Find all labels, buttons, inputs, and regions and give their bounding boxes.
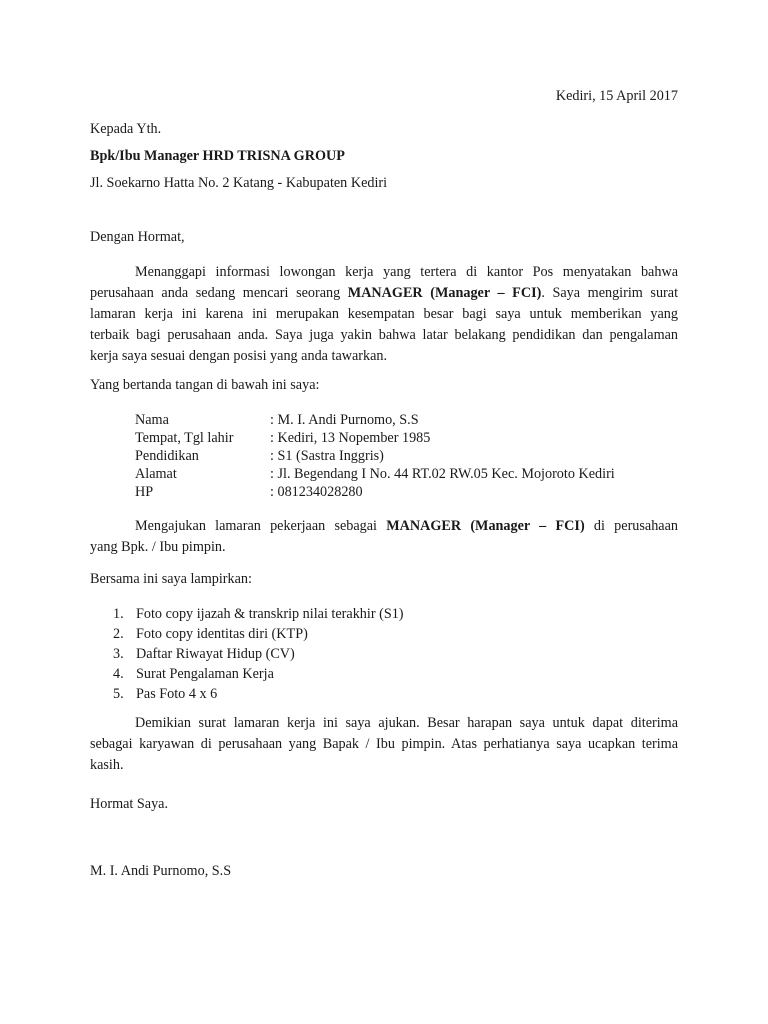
list-number: 5. <box>113 686 124 702</box>
identity-label: Alamat <box>135 466 177 482</box>
identity-row <box>135 429 615 447</box>
identity-value: : Kediri, 13 Nopember 1985 <box>270 430 431 446</box>
list-number: 3. <box>113 646 124 662</box>
identity-value: : 081234028280 <box>270 484 363 500</box>
letter-date: Kediri, 15 April 2017 <box>555 88 678 104</box>
list-item <box>113 604 404 624</box>
list-item <box>113 644 404 664</box>
list-text: Pas Foto 4 x 6 <box>136 686 218 702</box>
identity-label: Pendidikan <box>135 448 199 464</box>
recipient-address: Jl. Soekarno Hatta No. 2 Katang - Kabupaten Kediri <box>90 175 388 191</box>
identity-row <box>135 447 615 465</box>
paragraph-application <box>90 516 678 558</box>
paragraph-intro <box>90 262 678 367</box>
list-item <box>113 624 404 644</box>
identity-label: HP <box>135 484 154 500</box>
identity-row <box>135 465 615 483</box>
list-text: Foto copy ijazah & transkrip nilai terakhir (S1) <box>136 606 404 622</box>
paragraph-line: yang Bpk. / Ibu pimpin. <box>90 539 226 555</box>
paragraph-line: Demikian surat lamaran kerja ini saya ajukan. Besar harapan saya untuk dapat diterima <box>135 715 678 731</box>
paragraph-line: perusahaan anda sedang mencari seorang MANAGER (Manager – FCI). Saya mengirim surat <box>90 285 679 301</box>
attachments-list <box>113 604 404 704</box>
identity-value: : S1 (Sastra Inggris) <box>270 448 384 464</box>
identity-row <box>135 411 615 429</box>
paragraph-line: sebagai karyawan di perusahaan yang Bapak / Ibu pimpin. Atas perhatianya saya ucapkan terima <box>90 736 678 752</box>
identity-value: : Jl. Begendang I No. 44 RT.02 RW.05 Kec. Mojoroto Kediri <box>270 466 615 482</box>
list-item <box>113 664 404 684</box>
identity-label: Tempat, Tgl lahir <box>135 430 234 446</box>
list-number: 4. <box>113 666 124 682</box>
list-text: Surat Pengalaman Kerja <box>136 666 274 682</box>
identity-value: : M. I. Andi Purnomo, S.S <box>270 412 419 428</box>
identity-table <box>135 411 615 501</box>
list-text: Daftar Riwayat Hidup (CV) <box>136 646 295 662</box>
list-item <box>113 684 404 704</box>
recipient: Bpk/Ibu Manager HRD TRISNA GROUP <box>90 148 345 164</box>
paragraph-line: kerja saya sesuai dengan posisi yang anda tawarkan. <box>90 348 388 364</box>
undersigned-intro: Yang bertanda tangan di bawah ini saya: <box>90 377 320 393</box>
paragraph-line: Menanggapi informasi lowongan kerja yang tertera di kantor Pos menyatakan bahwa <box>135 264 678 280</box>
sign-off: Hormat Saya. <box>90 796 169 812</box>
paragraph-line: lamaran kerja ini karena ini merupakan kesempatan besar bagi saya untuk memberikan yang <box>90 306 678 322</box>
paragraph-line: kasih. <box>90 757 124 773</box>
paragraph-line: terbaik bagi perusahaan anda. Saya juga yakin bahwa latar belakang pendidikan dan pengalaman <box>90 327 678 343</box>
list-number: 2. <box>113 626 124 642</box>
paragraph-closing <box>90 713 678 776</box>
list-text: Foto copy identitas diri (KTP) <box>136 626 308 642</box>
paragraph-line: Mengajukan lamaran pekerjaan sebagai MANAGER (Manager – FCI) di perusahaan <box>135 518 678 534</box>
identity-row <box>135 483 615 501</box>
signature-name: M. I. Andi Purnomo, S.S <box>90 863 232 879</box>
list-number: 1. <box>113 606 124 622</box>
to-line: Kepada Yth. <box>90 121 162 137</box>
attachments-intro: Bersama ini saya lampirkan: <box>90 571 252 587</box>
greeting: Dengan Hormat, <box>90 229 185 245</box>
identity-label: Nama <box>135 412 169 428</box>
